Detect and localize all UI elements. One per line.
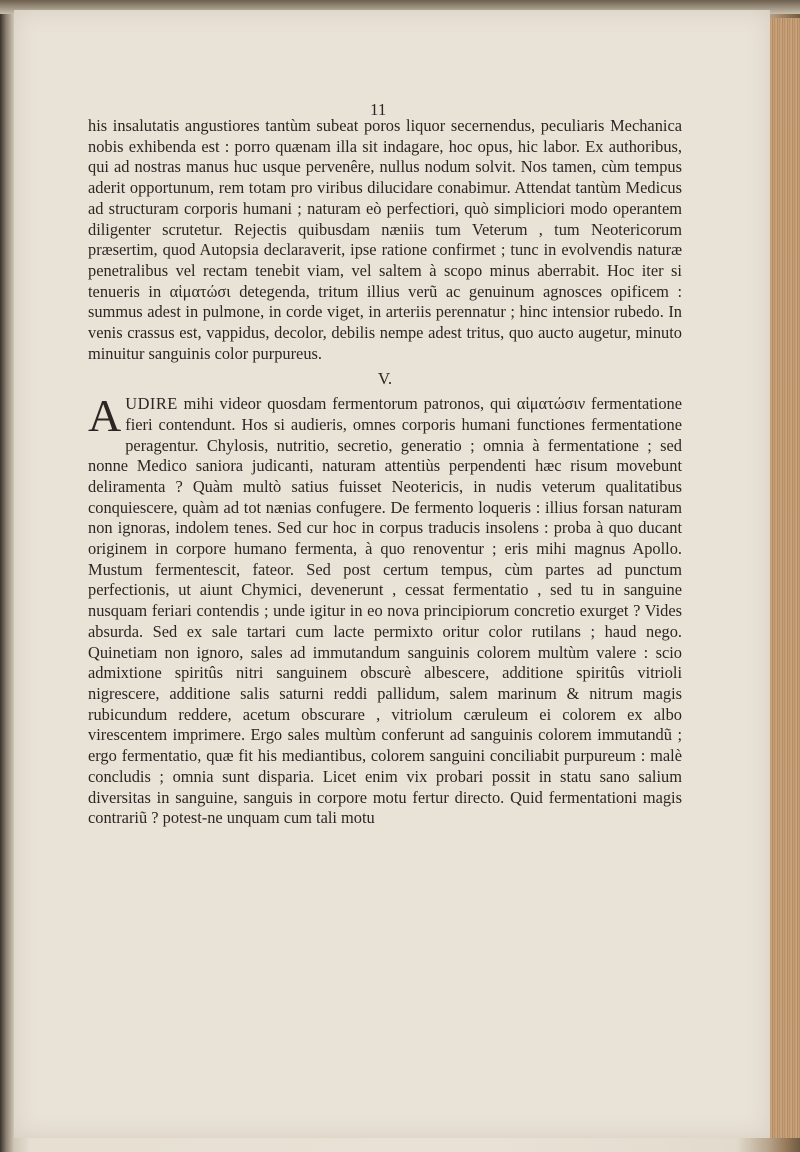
- page-text: [88, 98, 682, 829]
- paragraph-2: [88, 390, 682, 829]
- section-number: V.: [377, 369, 393, 389]
- paragraph-1: his insalutatis angustiores tantùm subeat poros liquor secernendus, peculiaris Mechanica nobis exhibenda est : porro quænam illa sit indagare, hoc opus, hic labor. Ex authoribus, qui ad nostras manus huc usque pervenêre, nullus nodum solvit. Nos tamen, cùm tempus aderit opportunum, rem totam pro viribus dilucidare conabimur. Attendat tantùm Medicus ad structuram corporis humani ; naturam eò perfectiori, quò simpliciori modo operantem diligenter scrutetur. Rejectis quibusdam næniis tum Veterum , tum Neotericorum præsertim, quod Autopsia declaraverit, ipse ratione confirmet ; tunc in evolvendis naturæ penetralibus vel rectam tenebit viam, vel saltem à scopo minus aberrabit. Hoc iter si tenueris in αἱματώσι detegenda, tritum illius verũ ac genuinum agnosces opificem : summus adest in pulmone, in corde viget, in arteriis perennatur ; hinc intensior rubedo. In venis crassus est, vappidus, decolor, debilis nempe adest tritus, quo aucto augetur, minuto minuitur sanguinis color purpureus.: [88, 116, 682, 363]
- drop-cap: A: [88, 390, 122, 442]
- paragraph-2-body: mihi videor quosdam fermentorum patronos, qui αἱματώσιν fermentatione fieri contendunt. Hos si audieris, omnes corporis humani functiones fermentatione peragentur. Chylosis, nutritio, secretio, generatio ; omnia à fermentatione ; sed nonne Medico saniora judicanti, naturam attentiùs perpendenti hæc risum movebunt deliramenta ? Quàm multò satius fuisset Neotericis, in nudis veterum qualitatibus conquiescere, quàm ad tot nænias confugere. De fermento loqueris : illius forsan naturam non ignoras, indolem tenes. Sed cur hoc in corpus traducis insolens : proba à quo ducant originem in corpore humano fermenta, à quo renoventur ; eris mihi magnus Apollo. Mustum fermentescit, fateor. Sed post certum tempus, cùm partes ad punctum perfectionis, ut aiunt Chymici, devenerunt , cessat fermentatio , sed tu in sanguine nusquam feriari contendis ; unde igitur in eo nova principiorum concretio exurget ? Vides absurda. Sed ex sale tartari cum lacte permixto oritur color rutilans ; haud nego. Quinetiam non ignoro, sales ad immutandum sanguinis colorem multùm valere : scio admixtione spiritûs nitri sanguinem obscurè albescere, additione spiritûs vitrioli nigrescere, additione salis saturni reddi pallidum, salem marinum & nitrum magis rubicundum reddere, acetum obscurare , vitriolum cæruleum ei colorem ex albo virescentem imprimere. Ergo sales multùm conferunt ad sanguinis colorem immutandũ ; ergo fermentatio, quæ fit his mediantibus, colorem sanguini conciliabit purpureum : malè concludis ; omnia sunt disparia. Licet enim vix probari possit in statu sano salium diversitas in sanguine, sanguis in corpore motu fertur directo. Quid fermentationi magis contrariũ ? potest-ne unquam cum tali motu: [88, 394, 682, 828]
- page-edges: [768, 18, 800, 1138]
- paragraph-2-lead: UDIRE: [125, 394, 178, 414]
- page-number: 11: [370, 100, 387, 119]
